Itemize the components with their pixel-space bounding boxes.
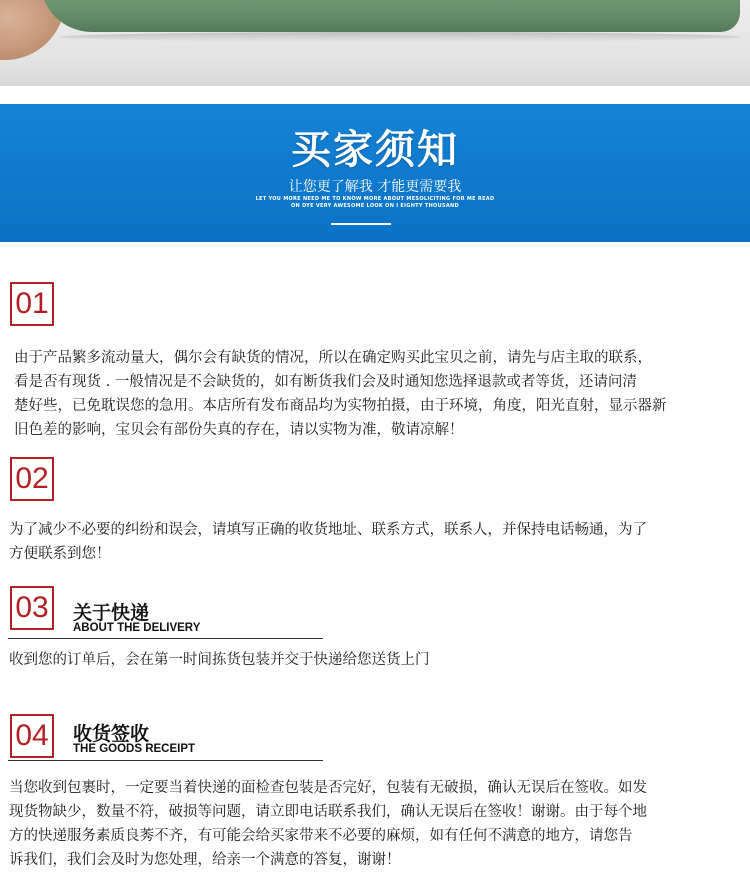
section-01-line: 由于产品繁多流动量大，偶尔会有缺货的情况，所以在确定购买此宝贝之前，请先与店主取的联系， <box>14 350 652 366</box>
section-01-line: 看是否有现货 . 一般情况是不会缺货的，如有断货我们会及时通知您选择退款或者等货，还请问清 <box>14 374 637 390</box>
section-03-heading-english: ABOUT THE DELIVERY <box>73 622 201 634</box>
section-number-01: 01 <box>10 282 54 326</box>
section-04-line: 诉我们，我们会及时为您处理，给亲一个满意的答复，谢谢！ <box>9 852 401 868</box>
section-number-03: 03 <box>10 586 54 630</box>
section-01-line: 旧色差的影响，宝贝会有部份失真的存在，请以实物为准，敬请凉解！ <box>14 422 464 438</box>
section-04-line: 当您收到包裹时，一定要当着快递的面检查包装是否完好，包装有无破损，确认无误后在签收。如发 <box>9 780 647 796</box>
buyer-notice-banner <box>0 104 750 242</box>
board-shadow <box>60 32 740 42</box>
product-photo <box>0 0 750 86</box>
section-number-02: 02 <box>10 457 54 501</box>
green-board-image <box>40 0 740 32</box>
section-04-line: 现货物缺少，数量不符，破损等问题，请立即电话联系我们，确认无误后在签收！谢谢。由于每个地 <box>9 804 647 820</box>
section-number-04: 04 <box>10 714 54 758</box>
banner-english-line-1: LET YOU MORE NEED ME TO KNOW MORE ABOUT MESOLICITING FOR ME READ <box>255 196 495 202</box>
section-03-line: 收到您的订单后，会在第一时间拣货包装并交于快递给您送货上门 <box>9 652 430 668</box>
banner-underline <box>331 223 391 225</box>
section-03-text <box>9 648 744 672</box>
banner-subtitle: 让您更了解我 才能更需要我 <box>288 179 462 195</box>
section-01-line: 楚好些，已免耽误您的急用。本店所有发布商品均为实物拍摄，由于环境，角度，阳光直射，显示器新 <box>14 398 667 414</box>
banner-english-line-2: ON DYE VERY AWESOME LOOK ON I EIGHTY THOUSAND <box>291 203 459 209</box>
section-02-line: 为了减少不必要的纠纷和误会，请填写正确的收货地址、联系方式，联系人，并保持电话畅通，为了 <box>9 522 647 538</box>
banner-title: 买家须知 <box>291 127 459 173</box>
section-02-text <box>9 518 744 566</box>
section-03-divider <box>8 638 323 639</box>
section-04-line: 方的快递服务素质良莠不齐，有可能会给买家带来不必要的麻烦，如有任何不满意的地方，请您告 <box>9 828 633 844</box>
section-02-line: 方便联系到您！ <box>9 546 111 562</box>
section-03-heading: 关于快递 <box>73 602 150 624</box>
banner-english-text <box>225 196 525 210</box>
section-04-text <box>9 776 744 872</box>
section-01-text <box>14 346 744 442</box>
section-04-heading: 收货签收 <box>73 723 150 745</box>
section-04-divider <box>8 760 323 761</box>
section-04-heading-english: THE GOODS RECEIPT <box>73 743 196 755</box>
